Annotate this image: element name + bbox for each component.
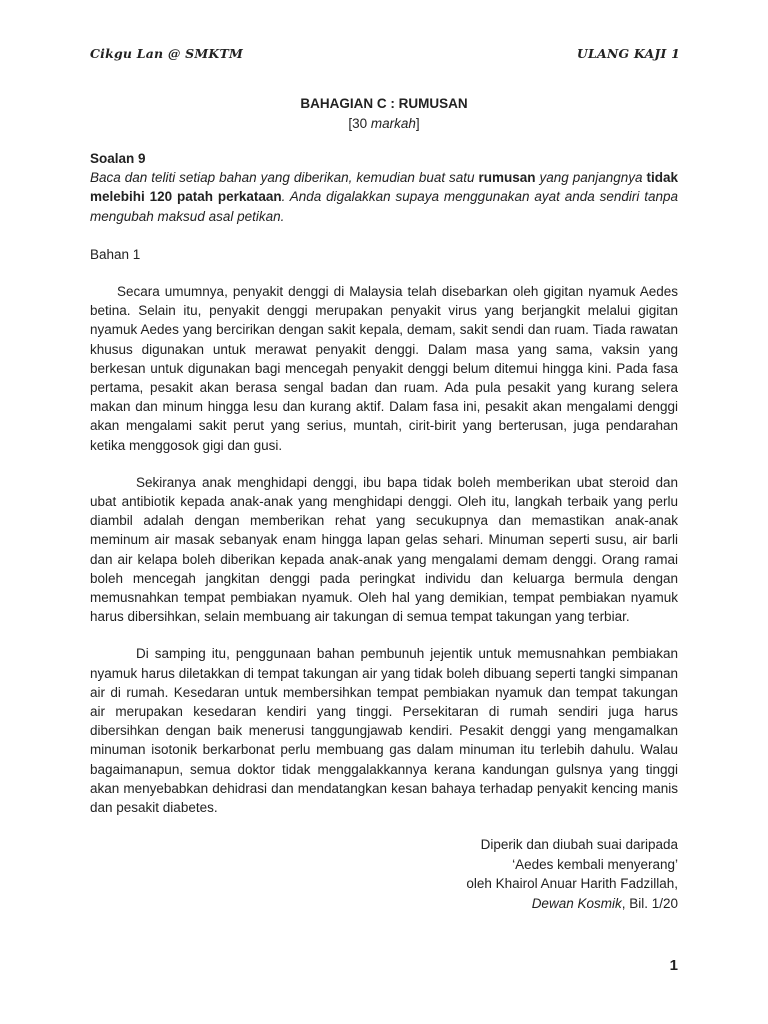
question-label: Soalan 9 <box>90 151 146 166</box>
source-line-2: ‘Aedes kembali menyerang’ <box>512 856 678 872</box>
page-number: 1 <box>669 957 678 974</box>
source-line-3: oleh Khairol Anuar Harith Fadzillah, <box>466 876 678 892</box>
main-content <box>90 149 678 914</box>
marks-open: [30 <box>348 116 371 131</box>
instr-bold-2: tidak melebihi 120 patah perkataan <box>90 170 679 205</box>
instr-part-3: . Anda digalakkan supaya menggunakan ayat anda sendiri tanpa mengubah maksud asal petikan. <box>90 189 678 224</box>
instr-part-1: Baca dan teliti setiap bahan yang diberikan, kemudian buat satu <box>90 170 479 186</box>
material-label: Bahan 1 <box>90 246 141 262</box>
material-paragraph-3: Di samping itu, penggunaan bahan pembunuh jejentik untuk memusnahkan pembiakan nyamuk harus diletakkan di tempat takungan air yang tidak boleh dibuang seperti tangki simpanan air di rumah. Kesedaran untuk membersihkan tempat pembiakan nyamuk dan tempat takungan air merupakan kesedaran kendiri yang tinggi. Persekitaran di rumah sendiri juga harus dibersihkan dengan baik menerusi tanggungjawab kendiri. Pesakit denggi yang mengamalkan minuman isotonik berkarbonat perlu membuang gas dalam minuman itu terlebih dahulu. Walau bagaimanapun, semua doktor tidak menggalakkannya kerana kandungan gulsnya yang tinggi akan menyebabkan dehidrasi dan mendatangkan kesan bahaya terhadap penyakit kencing manis dan pesakit diabetes. <box>90 646 678 816</box>
source-issue: , Bil. 1/20 <box>621 896 678 912</box>
marks-close: ] <box>415 116 420 131</box>
section-title: BAHAGIAN C : RUMUSAN <box>300 96 468 111</box>
source-line-4 <box>90 894 678 914</box>
instr-part-2: yang panjangnya <box>535 170 647 186</box>
material-paragraph-1: Secara umumnya, penyakit denggi di Malaysia telah disebarkan oleh gigitan nyamuk Aedes betina. Selain itu, penyakit denggi merupakan penyakit virus yang berjangkit melalui gigitan nyamuk Aedes yang bercirikan dengan sakit kepala, demam, sakit sendi dan ruam. Tiada rawatan khusus digunakan untuk merawat penyakit denggi. Dalam masa yang sama, vaksin yang berkesan untuk digunakan bagi mencegah penyakit denggi belum ditemui hingga kini. Pada fasa pertama, pesakit akan berasa sengal badan dan ruam. Ada pula pesakit yang kurang selera makan dan minum hingga lesu dan kurang aktif. Dalam fasa ini, pesakit akan mengalami denggi akan mengalami sakit perut yang serius, muntah, cirit-birit yang berterusan, juga pendarahan ketika menggosok gigi dan gusi. <box>90 284 678 453</box>
header-author: Cikgu Lan @ SMKTM <box>90 46 243 61</box>
source-line-1: Diperik dan diubah suai daripada <box>480 837 678 853</box>
instr-bold-1: rumusan <box>478 170 536 186</box>
marks-label <box>90 114 678 134</box>
marks-word: markah <box>370 116 416 131</box>
material-paragraph-2: Sekiranya anak menghidapi denggi, ibu bapa tidak boleh memberikan ubat steroid dan ubat antibiotik kepada anak-anak yang menghidapi denggi. Oleh itu, langkah terbaik yang perlu diambil adalah dengan memberikan rehat yang secukupnya dan memastikan anak-anak meminum air masak sebanyak enam hingga lapan gelas sehari. Minuman seperti susu, air barli dan air kelapa boleh diberikan kepada anak-anak yang mengalami demam denggi. Orang ramai boleh mencegah jangkitan denggi pada peringkat individu dan keluarga bermula dengan memusnahkan tempat pembiakan nyamuk. Oleh hal yang demikian, tempat pembiakan nyamuk harus dibersihkan, selain membuang air takungan di semua tempat takungan yang terbiar. <box>90 474 678 625</box>
source-citation <box>90 835 678 913</box>
section-title-block <box>90 94 678 134</box>
header-subject: ULANG KAJI 1 <box>576 46 680 61</box>
question-instructions <box>90 168 678 226</box>
source-publication: Dewan Kosmik <box>531 896 622 912</box>
